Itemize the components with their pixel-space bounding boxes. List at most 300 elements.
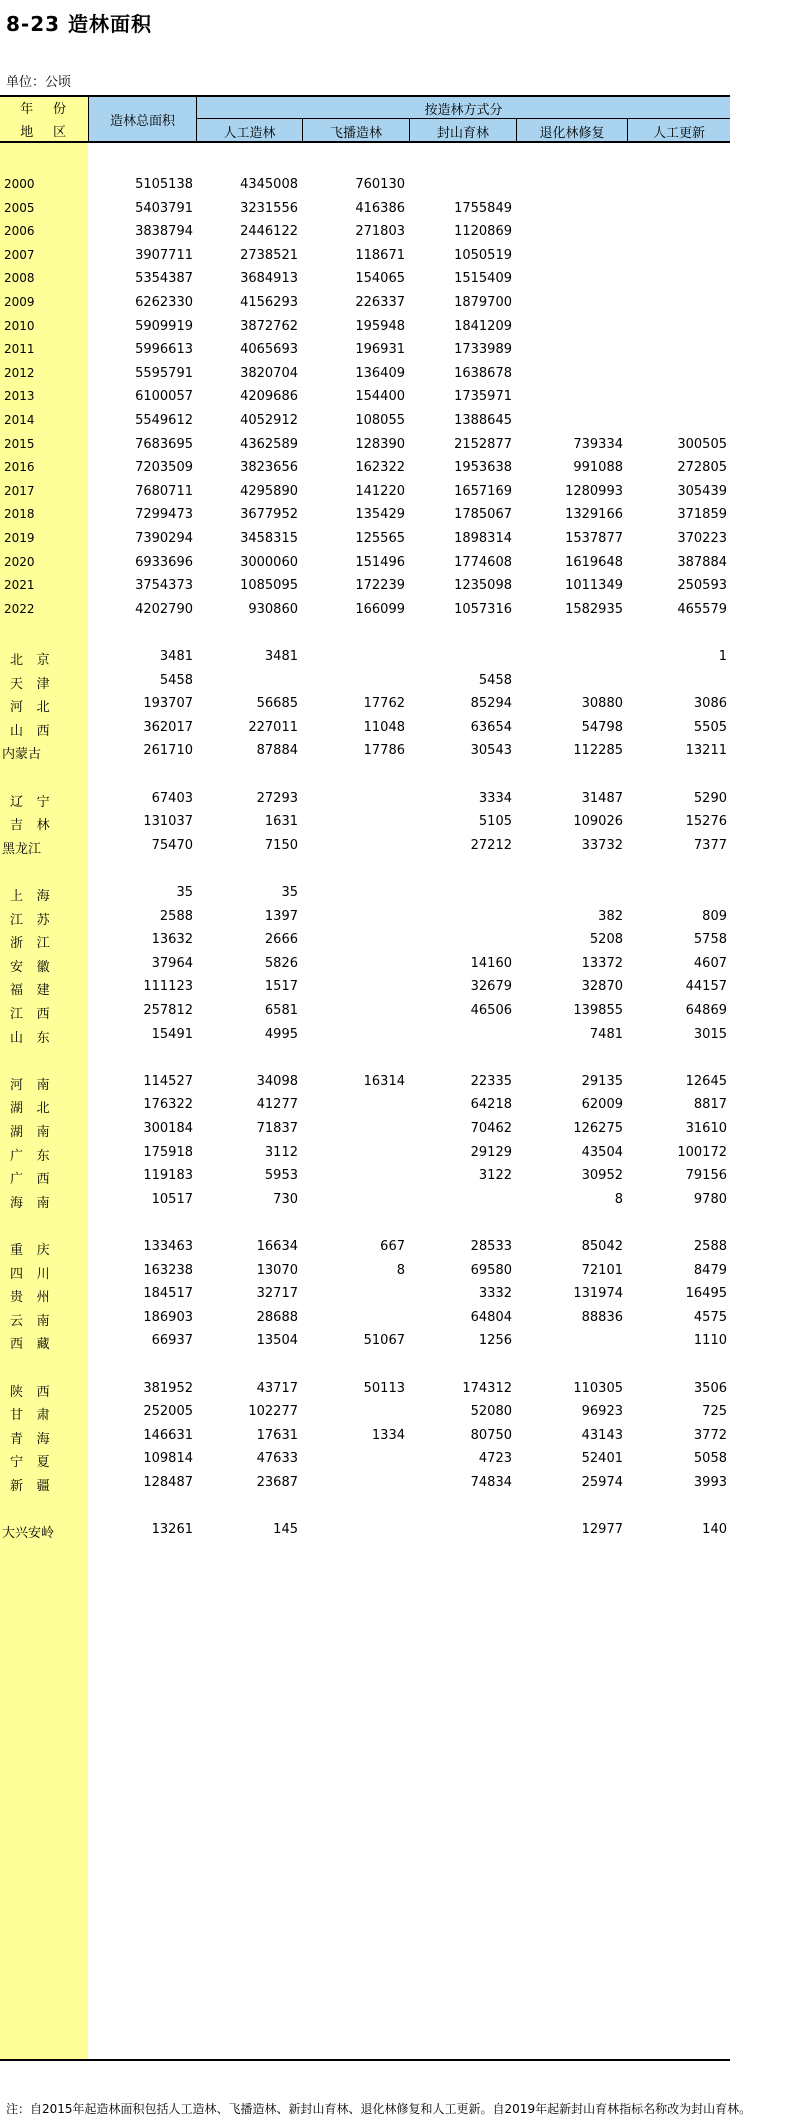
table-row xyxy=(0,1143,730,1163)
table-cell: 56685 xyxy=(256,696,298,711)
table-row xyxy=(0,1402,730,1422)
table-cell: 261710 xyxy=(143,743,193,758)
table-row xyxy=(0,1284,730,1304)
table-cell: 154400 xyxy=(355,389,405,404)
table-cell: 29129 xyxy=(470,1145,512,1160)
table-cell: 13372 xyxy=(581,956,623,971)
table-cell: 3872762 xyxy=(240,319,298,334)
table-cell: 2738521 xyxy=(240,248,298,263)
region-label: 甘肃 xyxy=(10,1408,64,1423)
region-label: 山西 xyxy=(10,724,64,739)
table-row xyxy=(0,1095,730,1115)
table-row xyxy=(0,1001,730,1021)
table-cell: 16314 xyxy=(363,1074,405,1089)
table-row xyxy=(0,954,730,974)
table-cell: 32717 xyxy=(256,1286,298,1301)
region-label: 西藏 xyxy=(10,1337,64,1352)
table-cell: 32679 xyxy=(470,979,512,994)
region-label: 安徽 xyxy=(10,960,64,975)
table-row xyxy=(0,907,730,927)
table-cell: 3086 xyxy=(693,696,727,711)
table-cell: 71837 xyxy=(256,1121,298,1136)
year-label: 2022 xyxy=(4,602,35,616)
table-cell: 5758 xyxy=(693,932,727,947)
table-cell: 4723 xyxy=(478,1451,512,1466)
year-label: 2014 xyxy=(4,413,35,427)
table-cell: 7481 xyxy=(589,1027,623,1042)
table-cell: 43504 xyxy=(581,1145,623,1160)
table-cell: 176322 xyxy=(143,1097,193,1112)
table-cell: 809 xyxy=(702,909,727,924)
table-cell: 760130 xyxy=(355,177,405,192)
table-cell: 3112 xyxy=(264,1145,298,1160)
table-cell: 1517 xyxy=(264,979,298,994)
table-cell: 108055 xyxy=(355,413,405,428)
table-row xyxy=(0,718,730,738)
table-row xyxy=(0,883,730,903)
table-row xyxy=(0,694,730,714)
table-cell: 196931 xyxy=(355,342,405,357)
table-cell: 30880 xyxy=(581,696,623,711)
table-cell: 3684913 xyxy=(240,271,298,286)
table-cell: 4295890 xyxy=(240,484,298,499)
table-cell: 300184 xyxy=(143,1121,193,1136)
table-cell: 3458315 xyxy=(240,531,298,546)
table-cell: 43143 xyxy=(581,1428,623,1443)
table-row xyxy=(0,1449,730,1469)
table-cell: 8817 xyxy=(693,1097,727,1112)
table-cell: 128487 xyxy=(143,1475,193,1490)
year-label: 2009 xyxy=(4,295,35,309)
table-cell: 54798 xyxy=(581,720,623,735)
table-cell: 100172 xyxy=(677,1145,727,1160)
table-row xyxy=(0,199,730,219)
region-label: 吉林 xyxy=(10,818,64,833)
year-label: 2006 xyxy=(4,224,35,238)
table-cell: 79156 xyxy=(685,1168,727,1183)
table-cell: 1235098 xyxy=(454,578,512,593)
table-cell: 257812 xyxy=(143,1003,193,1018)
table-cell: 3907711 xyxy=(135,248,193,263)
header-year-label: 年 份 xyxy=(20,102,74,117)
table-cell: 7683695 xyxy=(135,437,193,452)
region-label: 云南 xyxy=(10,1314,64,1329)
table-cell: 126275 xyxy=(573,1121,623,1136)
table-cell: 5290 xyxy=(693,791,727,806)
table-cell: 51067 xyxy=(363,1333,405,1348)
table-cell: 3993 xyxy=(693,1475,727,1490)
table-cell: 7390294 xyxy=(135,531,193,546)
table-cell: 34098 xyxy=(256,1074,298,1089)
table-row xyxy=(0,269,730,289)
table-cell: 3823656 xyxy=(240,460,298,475)
page-title: 8-23 造林面积 xyxy=(6,12,153,36)
table-cell: 8479 xyxy=(693,1263,727,1278)
table-cell: 387884 xyxy=(677,555,727,570)
table-cell: 271803 xyxy=(355,224,405,239)
table-cell: 667 xyxy=(380,1239,405,1254)
table-cell: 13632 xyxy=(151,932,193,947)
table-cell: 186903 xyxy=(143,1310,193,1325)
table-row xyxy=(0,741,730,761)
table-row xyxy=(0,1379,730,1399)
table-row xyxy=(0,246,730,266)
header-restoration: 退化林修复 xyxy=(539,126,605,141)
table-cell: 13070 xyxy=(256,1263,298,1278)
table-cell: 32870 xyxy=(581,979,623,994)
table-row xyxy=(0,930,730,950)
table-cell: 1537877 xyxy=(565,531,623,546)
table-cell: 8 xyxy=(396,1263,405,1278)
header-group: 按造林方式分 xyxy=(424,103,503,118)
table-row xyxy=(0,1025,730,1045)
year-label: 2016 xyxy=(4,460,35,474)
table-cell: 46506 xyxy=(470,1003,512,1018)
table-cell: 1057316 xyxy=(454,602,512,617)
table-cell: 50113 xyxy=(363,1381,405,1396)
footnote: 注：自2015年起造林面积包括人工造林、飞播造林、新封山育林、退化林修复和人工更新。自2019年起新封山育林指标名称改为封山育林。 xyxy=(6,2102,752,2116)
header-divider xyxy=(196,118,730,119)
table-cell: 75470 xyxy=(151,838,193,853)
region-label: 福建 xyxy=(10,983,64,998)
table-cell: 1110 xyxy=(693,1333,727,1348)
table-cell: 1388645 xyxy=(454,413,512,428)
region-label: 宁夏 xyxy=(10,1455,64,1470)
table-cell: 85294 xyxy=(470,696,512,711)
header-bottom-rule xyxy=(0,141,730,143)
table-cell: 31610 xyxy=(685,1121,727,1136)
region-label: 新疆 xyxy=(10,1479,64,1494)
table-cell: 4209686 xyxy=(240,389,298,404)
table-cell: 31487 xyxy=(581,791,623,806)
table-cell: 5458 xyxy=(159,673,193,688)
region-label: 湖北 xyxy=(10,1101,64,1116)
bottom-rule xyxy=(0,2059,730,2061)
table-cell: 33732 xyxy=(581,838,623,853)
table-cell: 151496 xyxy=(355,555,405,570)
table-cell: 64869 xyxy=(685,1003,727,1018)
table-cell: 2588 xyxy=(159,909,193,924)
table-cell: 88836 xyxy=(581,1310,623,1325)
table-cell: 371859 xyxy=(677,507,727,522)
table-cell: 382 xyxy=(598,909,623,924)
table-cell: 25974 xyxy=(581,1475,623,1490)
table-row xyxy=(0,789,730,809)
table-cell: 1841209 xyxy=(454,319,512,334)
table-cell: 85042 xyxy=(581,1239,623,1254)
table-cell: 1334 xyxy=(371,1428,405,1443)
region-label: 四川 xyxy=(10,1267,64,1282)
top-rule xyxy=(0,95,730,97)
region-label: 辽宁 xyxy=(10,795,64,810)
table-cell: 64218 xyxy=(470,1097,512,1112)
region-label: 浙江 xyxy=(10,936,64,951)
table-cell: 13211 xyxy=(685,743,727,758)
table-cell: 174312 xyxy=(462,1381,512,1396)
region-label: 天津 xyxy=(10,677,64,692)
table-cell: 6581 xyxy=(264,1003,298,1018)
table-cell: 128390 xyxy=(355,437,405,452)
table-cell: 3231556 xyxy=(240,201,298,216)
table-cell: 41277 xyxy=(256,1097,298,1112)
table-cell: 2446122 xyxy=(240,224,298,239)
table-cell: 5403791 xyxy=(135,201,193,216)
table-cell: 2588 xyxy=(693,1239,727,1254)
table-cell: 154065 xyxy=(355,271,405,286)
table-cell: 930860 xyxy=(248,602,298,617)
table-cell: 1085095 xyxy=(240,578,298,593)
table-cell: 1619648 xyxy=(565,555,623,570)
table-cell: 17786 xyxy=(363,743,405,758)
table-cell: 991088 xyxy=(573,460,623,475)
header-renewal: 人工更新 xyxy=(652,126,705,141)
table-row xyxy=(0,529,730,549)
header-artificial: 人工造林 xyxy=(223,126,276,141)
table-cell: 5505 xyxy=(693,720,727,735)
table-cell: 5826 xyxy=(264,956,298,971)
table-cell: 5105 xyxy=(478,814,512,829)
table-row xyxy=(0,1426,730,1446)
region-label: 上海 xyxy=(10,889,64,904)
table-cell: 7150 xyxy=(264,838,298,853)
region-label: 山东 xyxy=(10,1031,64,1046)
year-label: 2019 xyxy=(4,531,35,545)
table-cell: 7203509 xyxy=(135,460,193,475)
table-cell: 5595791 xyxy=(135,366,193,381)
table-cell: 13504 xyxy=(256,1333,298,1348)
table-cell: 22335 xyxy=(470,1074,512,1089)
table-cell: 163238 xyxy=(143,1263,193,1278)
table-cell: 14160 xyxy=(470,956,512,971)
table-cell: 17762 xyxy=(363,696,405,711)
table-cell: 131037 xyxy=(143,814,193,829)
table-cell: 1953638 xyxy=(454,460,512,475)
table-cell: 6100057 xyxy=(135,389,193,404)
region-label: 江西 xyxy=(10,1007,64,1022)
table-cell: 5105138 xyxy=(135,177,193,192)
year-label: 2013 xyxy=(4,389,35,403)
table-cell: 12977 xyxy=(581,1522,623,1537)
unit-label: 单位：公顷 xyxy=(6,75,72,90)
table-cell: 5953 xyxy=(264,1168,298,1183)
table-row xyxy=(0,576,730,596)
table-cell: 4995 xyxy=(264,1027,298,1042)
header-enclosure: 封山育林 xyxy=(436,126,489,141)
table-cell: 145 xyxy=(273,1522,298,1537)
header-aerial: 飞播造林 xyxy=(329,126,382,141)
table-cell: 63654 xyxy=(470,720,512,735)
table-cell: 109026 xyxy=(573,814,623,829)
table-cell: 2666 xyxy=(264,932,298,947)
year-label: 2007 xyxy=(4,248,35,262)
table-cell: 195948 xyxy=(355,319,405,334)
table-cell: 133463 xyxy=(143,1239,193,1254)
region-label: 陕西 xyxy=(10,1385,64,1400)
table-cell: 5208 xyxy=(589,932,623,947)
year-label: 2020 xyxy=(4,555,35,569)
table-cell: 166099 xyxy=(355,602,405,617)
table-cell: 3015 xyxy=(693,1027,727,1042)
table-cell: 112285 xyxy=(573,743,623,758)
table-cell: 66937 xyxy=(151,1333,193,1348)
table-cell: 3481 xyxy=(159,649,193,664)
table-cell: 2152877 xyxy=(454,437,512,452)
table-cell: 30952 xyxy=(581,1168,623,1183)
table-cell: 27293 xyxy=(256,791,298,806)
table-cell: 29135 xyxy=(581,1074,623,1089)
region-label: 内蒙古 xyxy=(2,747,42,762)
table-cell: 172239 xyxy=(355,578,405,593)
table-cell: 1631 xyxy=(264,814,298,829)
table-cell: 35 xyxy=(281,885,298,900)
region-label: 河北 xyxy=(10,700,64,715)
table-cell: 1397 xyxy=(264,909,298,924)
table-cell: 10517 xyxy=(151,1192,193,1207)
year-label: 2021 xyxy=(4,578,35,592)
table-cell: 1 xyxy=(718,649,727,664)
table-cell: 3332 xyxy=(478,1286,512,1301)
table-row xyxy=(0,647,730,667)
region-label: 湖南 xyxy=(10,1125,64,1140)
table-row xyxy=(0,671,730,691)
table-cell: 9780 xyxy=(693,1192,727,1207)
header-region-label: 地 区 xyxy=(20,125,74,140)
table-row xyxy=(0,364,730,384)
table-cell: 125565 xyxy=(355,531,405,546)
table-cell: 1755849 xyxy=(454,201,512,216)
table-cell: 74834 xyxy=(470,1475,512,1490)
table-cell: 5458 xyxy=(478,673,512,688)
table-cell: 1898314 xyxy=(454,531,512,546)
table-cell: 4065693 xyxy=(240,342,298,357)
region-label: 江苏 xyxy=(10,913,64,928)
table-cell: 7377 xyxy=(693,838,727,853)
table-cell: 118671 xyxy=(355,248,405,263)
table-cell: 362017 xyxy=(143,720,193,735)
table-cell: 4575 xyxy=(693,1310,727,1325)
table-cell: 730 xyxy=(273,1192,298,1207)
table-cell: 739334 xyxy=(573,437,623,452)
year-label: 2017 xyxy=(4,484,35,498)
table-cell: 44157 xyxy=(685,979,727,994)
table-cell: 139855 xyxy=(573,1003,623,1018)
table-cell: 15491 xyxy=(151,1027,193,1042)
year-label: 2015 xyxy=(4,437,35,451)
table-cell: 11048 xyxy=(363,720,405,735)
region-label: 海南 xyxy=(10,1196,64,1211)
table-cell: 370223 xyxy=(677,531,727,546)
year-label: 2010 xyxy=(4,319,35,333)
table-cell: 3122 xyxy=(478,1168,512,1183)
table-cell: 4052912 xyxy=(240,413,298,428)
table-row xyxy=(0,1072,730,1092)
table-cell: 96923 xyxy=(581,1404,623,1419)
table-cell: 1879700 xyxy=(454,295,512,310)
table-cell: 1785067 xyxy=(454,507,512,522)
table-cell: 16634 xyxy=(256,1239,298,1254)
table-cell: 7299473 xyxy=(135,507,193,522)
region-label: 广西 xyxy=(10,1172,64,1187)
table-cell: 193707 xyxy=(143,696,193,711)
table-row xyxy=(0,836,730,856)
table-cell: 64804 xyxy=(470,1310,512,1325)
table-cell: 5549612 xyxy=(135,413,193,428)
table-cell: 102277 xyxy=(248,1404,298,1419)
table-cell: 416386 xyxy=(355,201,405,216)
year-label: 2018 xyxy=(4,507,35,521)
table-cell: 3000060 xyxy=(240,555,298,570)
table-cell: 4607 xyxy=(693,956,727,971)
table-cell: 52401 xyxy=(581,1451,623,1466)
table-row xyxy=(0,1119,730,1139)
table-cell: 1329166 xyxy=(565,507,623,522)
table-cell: 13261 xyxy=(151,1522,193,1537)
table-cell: 6262330 xyxy=(135,295,193,310)
table-row xyxy=(0,340,730,360)
table-cell: 3772 xyxy=(693,1428,727,1443)
table-cell: 252005 xyxy=(143,1404,193,1419)
table-cell: 43717 xyxy=(256,1381,298,1396)
table-row xyxy=(0,977,730,997)
table-cell: 140 xyxy=(702,1522,727,1537)
table-cell: 3481 xyxy=(264,649,298,664)
table-cell: 15276 xyxy=(685,814,727,829)
table-row xyxy=(0,1166,730,1186)
table-cell: 16495 xyxy=(685,1286,727,1301)
table-cell: 3820704 xyxy=(240,366,298,381)
table-cell: 1774608 xyxy=(454,555,512,570)
table-cell: 3838794 xyxy=(135,224,193,239)
table-row xyxy=(0,482,730,502)
table-row xyxy=(0,175,730,195)
table-cell: 1638678 xyxy=(454,366,512,381)
table-cell: 272805 xyxy=(677,460,727,475)
table-row xyxy=(0,411,730,431)
table-cell: 3334 xyxy=(478,791,512,806)
table-row xyxy=(0,1331,730,1351)
table-cell: 141220 xyxy=(355,484,405,499)
table-cell: 87884 xyxy=(256,743,298,758)
year-label: 2005 xyxy=(4,201,35,215)
table-cell: 110305 xyxy=(573,1381,623,1396)
table-row xyxy=(0,1308,730,1328)
table-row xyxy=(0,1190,730,1210)
table-cell: 5996613 xyxy=(135,342,193,357)
table-cell: 305439 xyxy=(677,484,727,499)
year-label: 2000 xyxy=(4,177,35,191)
region-label: 青海 xyxy=(10,1432,64,1447)
table-row xyxy=(0,387,730,407)
table-row xyxy=(0,293,730,313)
table-cell: 1582935 xyxy=(565,602,623,617)
table-cell: 28533 xyxy=(470,1239,512,1254)
table-cell: 27212 xyxy=(470,838,512,853)
table-cell: 184517 xyxy=(143,1286,193,1301)
region-label: 黑龙江 xyxy=(2,842,42,857)
table-cell: 5354387 xyxy=(135,271,193,286)
table-cell: 3506 xyxy=(693,1381,727,1396)
table-row xyxy=(0,1473,730,1493)
table-cell: 131974 xyxy=(573,1286,623,1301)
table-cell: 111123 xyxy=(143,979,193,994)
table-cell: 300505 xyxy=(677,437,727,452)
table-cell: 72101 xyxy=(581,1263,623,1278)
table-cell: 136409 xyxy=(355,366,405,381)
table-cell: 4345008 xyxy=(240,177,298,192)
table-cell: 1735971 xyxy=(454,389,512,404)
table-cell: 1280993 xyxy=(565,484,623,499)
table-cell: 1011349 xyxy=(565,578,623,593)
